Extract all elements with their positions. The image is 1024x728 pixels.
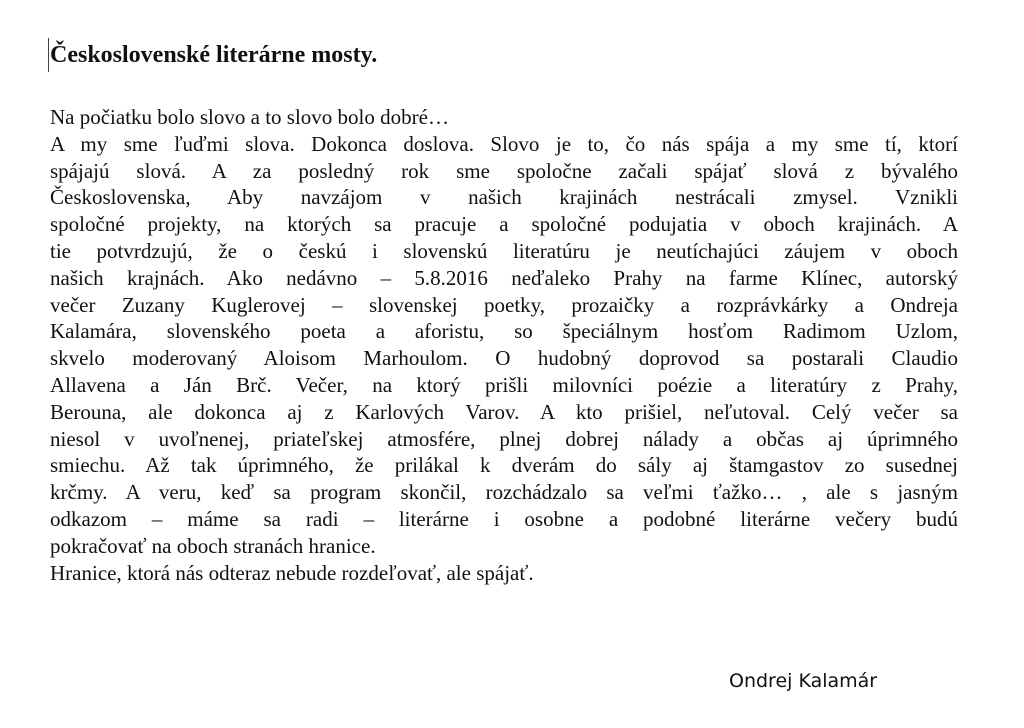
paragraph-line: Allavena a Ján Brč. Večer, na ktorý prišli milovníci poézie a literatúry z Prahy, (50, 372, 958, 397)
paragraph-line: A my sme ľuďmi slova. Dokonca doslova. Slovo je to, čo nás spája a my sme tí, ktorí (50, 131, 958, 156)
document-body (50, 104, 958, 586)
author-signature: Ondrej Kalamár (729, 670, 878, 692)
paragraph-line: niesol v uvoľnenej, priateľskej atmosfére, plnej dobrej nálady a občas aj úprimného (50, 426, 958, 451)
paragraph-line: našich krajnách. Ako nedávno – 5.8.2016 neďaleko Prahy na farme Klínec, autorský (50, 265, 958, 290)
paragraph-line: tie potvrdzujú, že o českú i slovenskú literatúru je neutíchajúci záujem v oboch (50, 238, 958, 263)
document-title: Československé literárne mosty. (50, 42, 378, 68)
paragraph-line: večer Zuzany Kuglerovej – slovenskej poetky, prozaičky a rozprávkárky a Ondreja (50, 292, 958, 317)
closing-line: Hranice, ktorá nás odteraz nebude rozdeľovať, ale spájať. (50, 560, 534, 585)
paragraph-line: odkazom – máme sa radi – literárne i osobne a podobné literárne večery budú (50, 506, 958, 531)
paragraph-line: krčmy. A veru, keď sa program skončil, rozchádzalo sa veľmi ťažko… , ale s jasným (50, 480, 958, 505)
paragraph-line: spoločné projekty, na ktorých sa pracuje a spoločné podujatia v oboch krajinách. A (50, 212, 958, 237)
paragraph-line: Kalamára, slovenského poeta a aforistu, so špeciálnym hosťom Radimom Uzlom, (50, 319, 958, 344)
paragraph-line: Berouna, ale dokonca aj z Karlových Varov. A kto prišiel, neľutoval. Celý večer sa (50, 399, 958, 424)
paragraph-line: smiechu. Až tak úprimného, že prilákal k dverám do sály aj štamgastov zo susednej (50, 453, 958, 478)
paragraph-line: Československa, Aby navzájom v našich krajinách nestrácali zmysel. Vznikli (50, 185, 958, 210)
paragraph-line: spájajú slová. A za posledný rok sme spoločne začali spájať slová z bývalého (50, 158, 958, 183)
paragraph-line: pokračovať na oboch stranách hranice. (50, 533, 376, 558)
opening-line: Na počiatku bolo slovo a to slovo bolo dobré… (50, 105, 449, 129)
text-cursor (48, 38, 49, 72)
paragraph-line: skvelo moderovaný Aloisom Marhoulom. O hudobný doprovod sa postarali Claudio (50, 346, 958, 371)
